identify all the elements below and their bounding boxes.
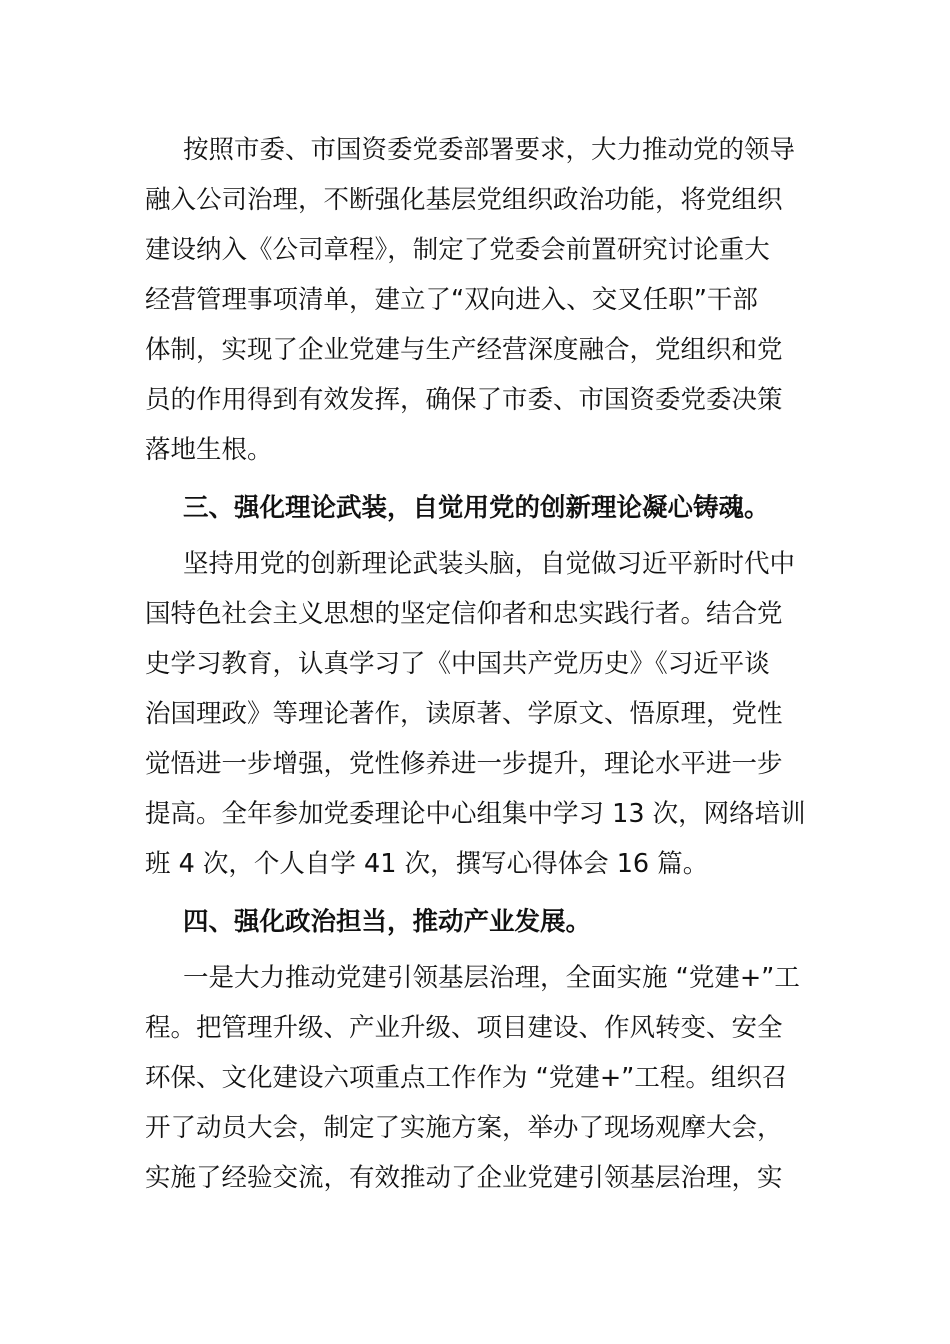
paragraph-3-line-1: 一是大力推动党建引领基层治理，全面实施 “党建+”工 (183, 963, 800, 993)
paragraph-2-line-6: 提高。全年参加党委理论中心组集中学习 13 次，网络培训 (145, 799, 806, 829)
paragraph-3-line-4: 开了动员大会，制定了实施方案，举办了现场观摩大会， (145, 1113, 783, 1143)
paragraph-2-line-2: 国特色社会主义思想的坚定信仰者和忠实践行者。结合党 (145, 599, 783, 629)
section-heading-4: 四、强化政治担当，推动产业发展。 (183, 907, 592, 937)
paragraph-1-line-4: 经营管理事项清单，建立了“双向进入、交叉任职”干部 (145, 285, 758, 315)
paragraph-2-line-4: 治国理政》等理论著作，读原著、学原文、悟原理，党性 (145, 699, 783, 729)
paragraph-1-line-2: 融入公司治理，不断强化基层党组织政治功能，将党组织 (145, 185, 783, 215)
paragraph-1-line-5: 体制，实现了企业党建与生产经营深度融合，党组织和党 (145, 335, 783, 365)
paragraph-2-line-5: 觉悟进一步增强，党性修养进一步提升，理论水平进一步 (145, 749, 783, 779)
section-heading-3: 三、强化理论武装，自觉用党的创新理论凝心铸魂。 (183, 493, 770, 523)
paragraph-3-line-5: 实施了经验交流，有效推动了企业党建引领基层治理，实 (145, 1163, 783, 1193)
paragraph-2-line-3: 史学习教育，认真学习了《中国共产党历史》《习近平谈 (145, 649, 770, 679)
paragraph-1-line-3: 建设纳入《公司章程》，制定了党委会前置研究讨论重大 (145, 235, 770, 265)
paragraph-1-line-6: 员的作用得到有效发挥，确保了市委、市国资委党委决策 (145, 385, 783, 415)
paragraph-1-line-7: 落地生根。 (145, 435, 273, 465)
paragraph-3-line-3: 环保、文化建设六项重点工作作为 “党建+”工程。组织召 (145, 1063, 788, 1093)
paragraph-2-line-7: 班 4 次，个人自学 41 次，撰写心得体会 16 篇。 (145, 849, 709, 879)
paragraph-3-line-2: 程。把管理升级、产业升级、项目建设、作风转变、安全 (145, 1013, 783, 1043)
paragraph-2-line-1: 坚持用党的创新理论武装头脑，自觉做习近平新时代中 (183, 549, 796, 579)
paragraph-1-line-1: 按照市委、市国资委党委部署要求，大力推动党的领导 (183, 135, 796, 165)
